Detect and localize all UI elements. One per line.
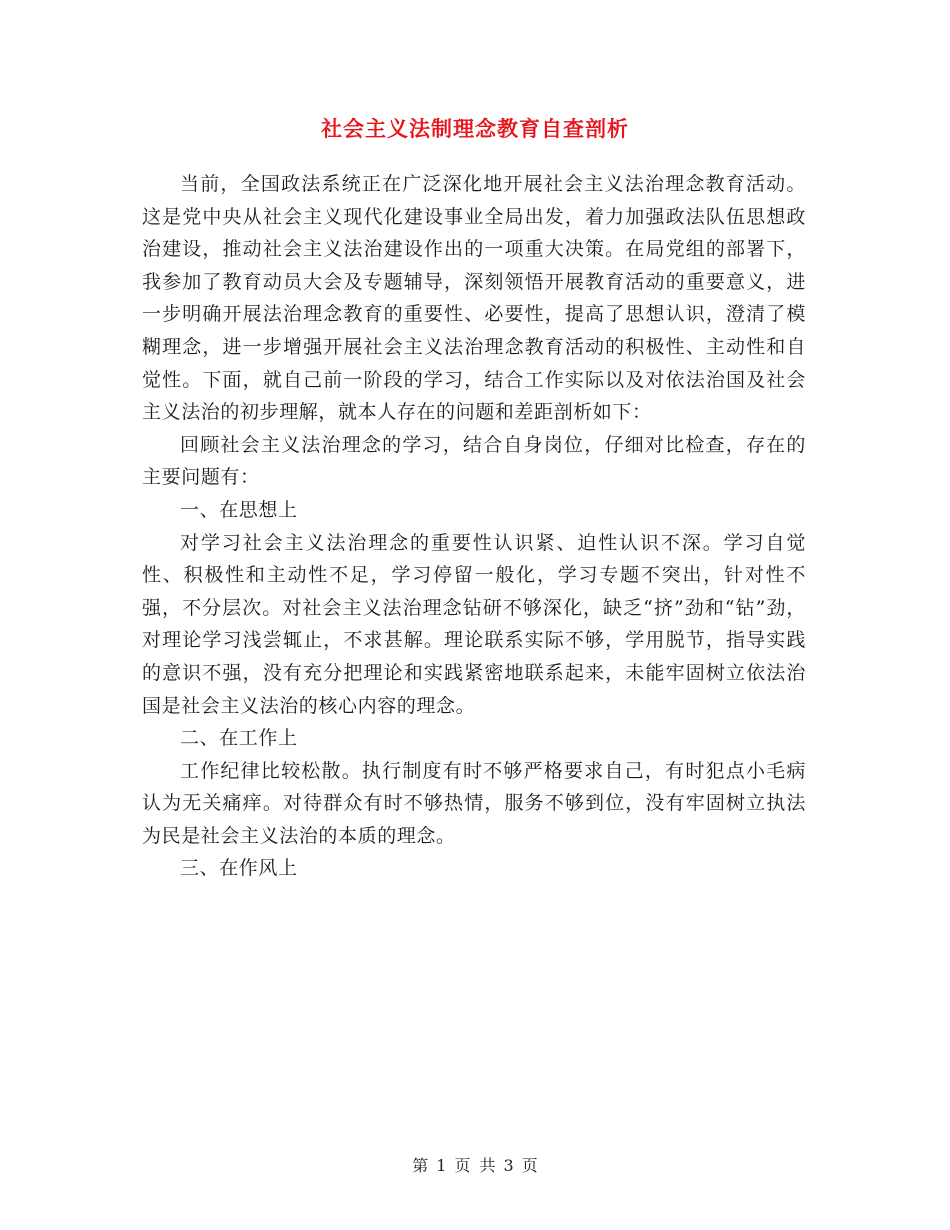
section-heading-work: 二、在工作上 xyxy=(180,727,298,750)
paragraph-review: 回顾社会主义法治理念的学习，结合自身岗位，仔细对比检查，存在的主要问题有： xyxy=(142,433,806,489)
document-title: 社会主义法制理念教育自查剖析 xyxy=(321,116,629,141)
document-body xyxy=(142,168,806,885)
section-heading-thought: 一、在思想上 xyxy=(180,498,298,521)
footer-current-page: 1 xyxy=(436,1156,447,1175)
footer-total-pages: 3 xyxy=(503,1156,514,1175)
page-footer xyxy=(0,1155,950,1177)
paragraph-intro: 当前，全国政法系统正在广泛深化地开展社会主义法治理念教育活动。这是党中央从社会主义现代化建设事业全局出发，着力加强政法队伍思想政治建设，推动社会主义法治建设作出的一项重大决策。在局党组的部署下，我参加了教育动员大会及专题辅导，深刻领悟开展教育活动的重要意义，进一步明确开展法治理念教育的重要性、必要性，提高了思想认识，澄清了模糊理念，进一步增强开展社会主义法治理念教育活动的积极性、主动性和自觉性。下面，就自己前一阶段的学习，结合工作实际以及对依法治国及社会主义法治的初步理解，就本人存在的问题和差距剖析如下： xyxy=(142,173,806,424)
section-heading-style: 三、在作风上 xyxy=(180,857,298,880)
footer-mid: 页 共 xyxy=(454,1156,496,1175)
paragraph-thought: 对学习社会主义法治理念的重要性认识紧、迫性认识不深。学习自觉性、积极性和主动性不足，学习停留一般化，学习专题不突出，针对性不强，不分层次。对社会主义法治理念钻研不够深化，缺乏“挤”劲和“钻”劲，对理论学习浅尝辄止，不求甚解。理论联系实际不够，学用脱节，指导实践的意识不强，没有充分把理论和实践紧密地联系起来，未能牢固树立依法治国是社会主义法治的核心内容的理念。 xyxy=(142,531,806,717)
footer-suffix: 页 xyxy=(521,1156,538,1175)
footer-prefix: 第 xyxy=(412,1156,429,1175)
paragraph-work: 工作纪律比较松散。执行制度有时不够严格要求自己，有时犯点小毛病认为无关痛痒。对待群众有时不够热情，服务不够到位，没有牢固树立执法为民是社会主义法治的本质的理念。 xyxy=(142,759,806,847)
